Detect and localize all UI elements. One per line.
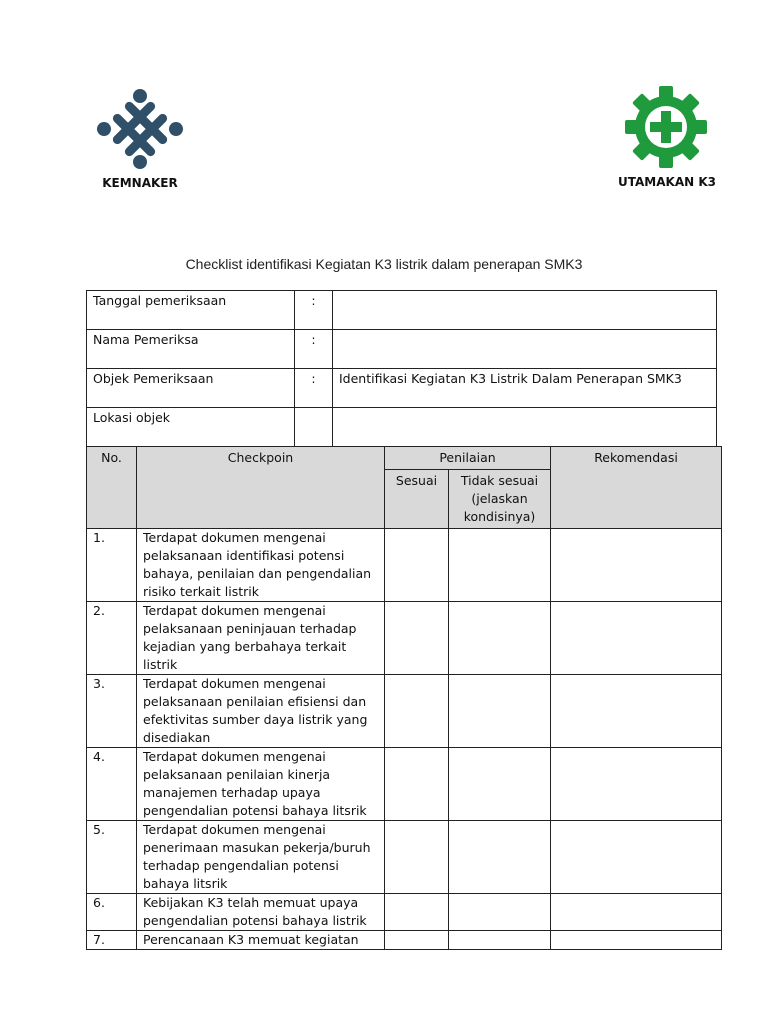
header-penilaian: Penilaian [385, 447, 551, 470]
row-tidak-sesuai-cell[interactable] [449, 748, 551, 821]
row-sesuai-cell[interactable] [385, 894, 449, 931]
row-sesuai-cell[interactable] [385, 821, 449, 894]
row-rekomendasi-cell[interactable] [551, 602, 722, 675]
table-row [87, 529, 722, 602]
row-rekomendasi-cell[interactable] [551, 529, 722, 602]
header-tidak-sesuai: Tidak sesuai (jelaskan kondisinya) [449, 470, 551, 529]
info-row [87, 369, 717, 408]
info-row [87, 408, 717, 447]
row-tidak-sesuai-cell[interactable] [449, 529, 551, 602]
info-row [87, 330, 717, 369]
row-rekomendasi-cell[interactable] [551, 894, 722, 931]
row-number: 5. [87, 821, 137, 894]
row-rekomendasi-cell[interactable] [551, 675, 722, 748]
info-value[interactable] [333, 408, 717, 447]
header-no: No. [87, 447, 137, 529]
row-rekomendasi-cell[interactable] [551, 821, 722, 894]
row-number: 3. [87, 675, 137, 748]
table-row [87, 931, 722, 950]
info-value[interactable]: Identifikasi Kegiatan K3 Listrik Dalam Penerapan SMK3 [333, 369, 717, 408]
info-label: Objek Pemeriksaan [87, 369, 295, 408]
row-sesuai-cell[interactable] [385, 748, 449, 821]
row-number: 6. [87, 894, 137, 931]
row-checkpoin: Perencanaan K3 memuat kegiatan [137, 931, 385, 950]
kemnaker-logo-icon [96, 88, 184, 170]
row-tidak-sesuai-cell[interactable] [449, 602, 551, 675]
row-sesuai-cell[interactable] [385, 529, 449, 602]
header-sesuai: Sesuai [385, 470, 449, 529]
row-tidak-sesuai-cell[interactable] [449, 894, 551, 931]
table-row [87, 748, 722, 821]
row-number: 7. [87, 931, 137, 950]
table-row [87, 821, 722, 894]
info-value[interactable] [333, 330, 717, 369]
table-row [87, 894, 722, 931]
table-row [87, 675, 722, 748]
row-checkpoin: Terdapat dokumen mengenai pelaksanaan penilaian kinerja manajemen terhadap upaya pengendalian potensi bahaya litsrik [137, 748, 385, 821]
row-checkpoin: Terdapat dokumen mengenai pelaksanaan peninjauan terhadap kejadian yang berbahaya terkait listrik [137, 602, 385, 675]
utamakan-k3-label: UTAMAKAN K3 [618, 175, 716, 189]
info-colon [295, 408, 333, 447]
row-sesuai-cell[interactable] [385, 602, 449, 675]
table-row [87, 602, 722, 675]
row-rekomendasi-cell[interactable] [551, 748, 722, 821]
row-number: 4. [87, 748, 137, 821]
checklist-table [86, 446, 722, 950]
row-checkpoin: Terdapat dokumen mengenai pelaksanaan identifikasi potensi bahaya, penilaian dan pengendalian risiko terkait listrik [137, 529, 385, 602]
row-tidak-sesuai-cell[interactable] [449, 675, 551, 748]
row-checkpoin: Terdapat dokumen mengenai penerimaan masukan pekerja/buruh terhadap pengendalian potensi bahaya litsrik [137, 821, 385, 894]
document-title: Checklist identifikasi Kegiatan K3 listrik dalam penerapan SMK3 [185, 256, 583, 272]
info-label: Lokasi objek [87, 408, 295, 447]
row-checkpoin: Kebijakan K3 telah memuat upaya pengendalian potensi bahaya listrik [137, 894, 385, 931]
row-checkpoin: Terdapat dokumen mengenai pelaksanaan penilaian efisiensi dan efektivitas sumber daya listrik yang disediakan [137, 675, 385, 748]
row-sesuai-cell[interactable] [385, 675, 449, 748]
inspection-info-table [86, 290, 717, 447]
kemnaker-label: KEMNAKER [102, 176, 178, 190]
header-rekomendasi: Rekomendasi [551, 447, 722, 529]
row-number: 2. [87, 602, 137, 675]
info-label: Nama Pemeriksa [87, 330, 295, 369]
info-value[interactable] [333, 291, 717, 330]
row-rekomendasi-cell[interactable] [551, 931, 722, 950]
row-tidak-sesuai-cell[interactable] [449, 931, 551, 950]
info-row [87, 291, 717, 330]
row-sesuai-cell[interactable] [385, 931, 449, 950]
info-colon: : [295, 330, 333, 369]
k3-gear-cross-icon [624, 86, 708, 168]
info-colon: : [295, 291, 333, 330]
row-number: 1. [87, 529, 137, 602]
info-colon: : [295, 369, 333, 408]
header-checkpoin: Checkpoin [137, 447, 385, 529]
row-tidak-sesuai-cell[interactable] [449, 821, 551, 894]
info-label: Tanggal pemeriksaan [87, 291, 295, 330]
